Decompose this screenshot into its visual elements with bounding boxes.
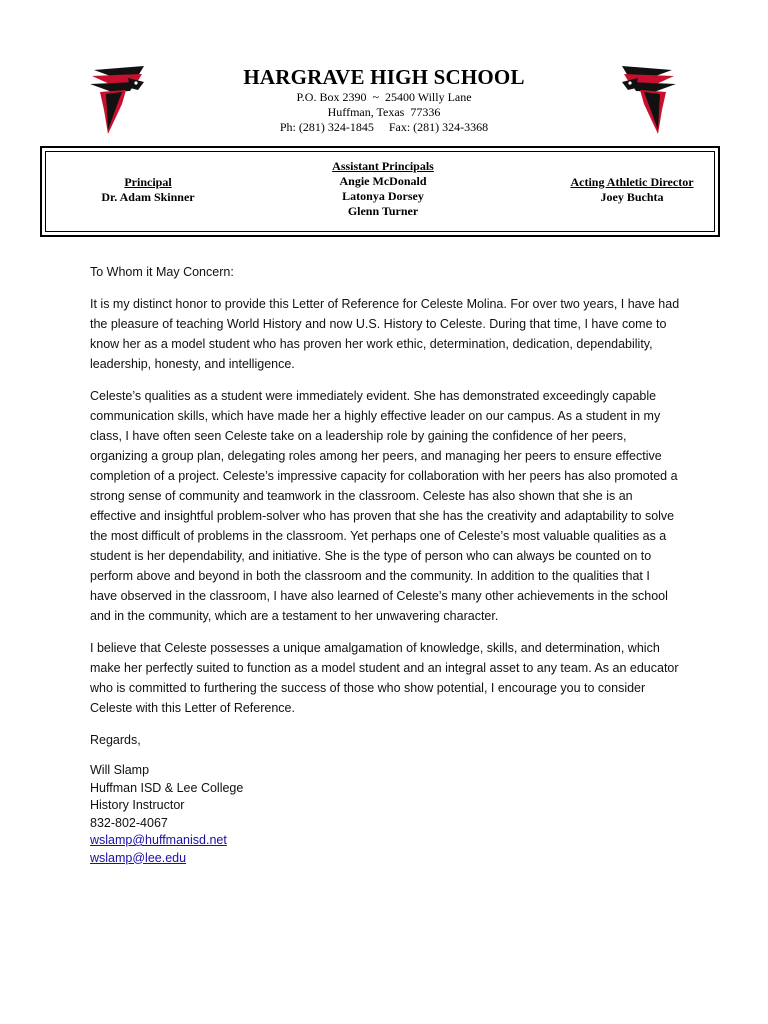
signer-name: Will Slamp	[90, 763, 150, 777]
salutation: To Whom it May Concern:	[90, 265, 234, 279]
assistant-principal-name: Latonya Dorsey	[342, 189, 424, 203]
signer-phone: 832-802-4067	[90, 815, 168, 830]
address-line-1: P.O. Box 2390 ~ 25400 Willy Lane	[296, 90, 472, 104]
closing: Regards,	[90, 733, 141, 747]
paragraph-3: I believe that Celeste possesses a unique amalgamation of knowledge, skills, and determination, which make her perfectly suited to function as a model student and an integral asset to any team. As an educator who is committed to furthering the success of those who show potential, I encourage you to consider Celeste with this Letter of Reference.	[90, 641, 679, 715]
principal-column	[78, 175, 218, 205]
signer-title: History Instructor	[90, 798, 185, 812]
falcon-logo-left	[86, 64, 150, 136]
staff-box	[40, 146, 720, 237]
athletic-director-column	[552, 175, 712, 205]
assistant-principals-title: Assistant Principals	[332, 159, 434, 173]
falcon-logo-right	[616, 64, 680, 136]
letterhead	[150, 64, 618, 135]
principal-title: Principal	[124, 175, 172, 189]
signer-organization: Huffman ISD & Lee College	[90, 780, 244, 795]
paragraph-1: It is my distinct honor to provide this Letter of Reference for Celeste Molina. For over two years, I have had the pleasure of teaching World History and now U.S. History to Celeste. During that time, I have come to know her as a model student who has proven her work ethic, determination, dedication, dependability, leadership, honesty, and intelligence.	[90, 297, 680, 371]
email-link-huffman[interactable]: wslamp@huffmanisd.net	[90, 833, 227, 847]
email-link-lee[interactable]: wslamp@lee.edu	[90, 850, 187, 865]
address-line-2: Huffman, Texas 77336	[327, 105, 441, 119]
signature-block	[90, 762, 680, 867]
athletic-director-title: Acting Athletic Director	[570, 175, 694, 189]
principal-name: Dr. Adam Skinner	[101, 190, 195, 204]
athletic-director-name: Joey Buchta	[600, 190, 664, 204]
letter-body	[90, 262, 680, 867]
assistant-principals-column	[308, 159, 458, 219]
contact-line: Ph: (281) 324-1845 Fax: (281) 324-3368	[279, 120, 489, 134]
paragraph-2: Celeste’s qualities as a student were immediately evident. She has demonstrated exceedingly capable communication skills, which have made her a highly effective leader on our campus. As a student in my class, I have often seen Celeste take on a leadership role by gaining the confidence of her peers, organizing a group plan, delegating roles among her peers, and managing her peers to ensure effective completion of a project. Celeste’s impressive capacity for collaboration with her peers has also promoted a strong sense of community and teamwork in the classroom. Celeste has also shown that she is an effective and insightful problem-solver who has proven that she has the creativity and adaptability to solve the most difficult of problems in the classroom. Yet perhaps one of Celeste’s most valuable qualities as a student is her dependability, and initiative. She is the type of person who can always be counted on to perform above and beyond in both the classroom and the community. In addition to the qualities that I have observed in the classroom, I have also learned of Celeste’s many other achievements in the school and in the community, which are a testament to her unwavering character.	[90, 389, 678, 623]
school-name: HARGRAVE HIGH SCHOOL	[243, 65, 525, 89]
assistant-principal-name: Angie McDonald	[339, 174, 427, 188]
assistant-principal-name: Glenn Turner	[347, 204, 419, 218]
